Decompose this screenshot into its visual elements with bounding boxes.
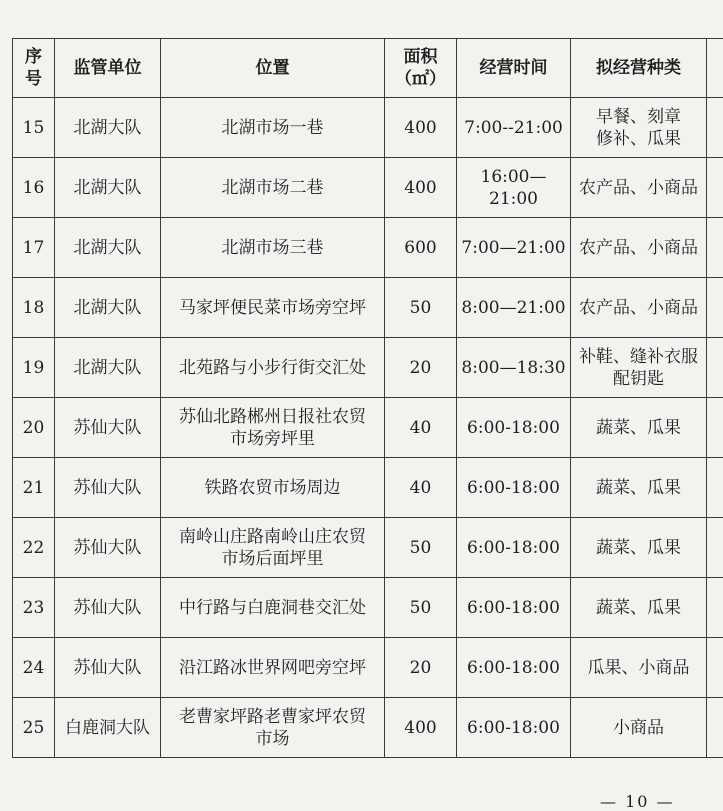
cell-location: 北湖市场一巷 <box>161 98 385 158</box>
cell-area: 400 <box>385 698 457 758</box>
cell-extra <box>707 578 723 638</box>
cell-type: 蔬菜、瓜果 <box>571 458 707 518</box>
cell-extra <box>707 338 723 398</box>
cell-hours: 6:00-18:00 <box>457 638 571 698</box>
table-row <box>13 338 723 398</box>
header-type: 拟经营种类 <box>571 39 707 98</box>
table-row <box>13 218 723 278</box>
cell-number: 24 <box>13 638 55 698</box>
cell-location: 马家坪便民菜市场旁空坪 <box>161 278 385 338</box>
page-number: — 10 — <box>600 792 675 811</box>
cell-extra <box>707 218 723 278</box>
cell-location: 铁路农贸市场周边 <box>161 458 385 518</box>
cell-location: 北苑路与小步行街交汇处 <box>161 338 385 398</box>
cell-number: 22 <box>13 518 55 578</box>
cell-type: 农产品、小商品 <box>571 158 707 218</box>
cell-unit: 北湖大队 <box>55 278 161 338</box>
table-row <box>13 278 723 338</box>
cell-extra <box>707 518 723 578</box>
header-number: 序 号 <box>13 39 55 98</box>
cell-area: 400 <box>385 158 457 218</box>
cell-number: 18 <box>13 278 55 338</box>
cell-unit: 白鹿洞大队 <box>55 698 161 758</box>
cell-hours: 6:00-18:00 <box>457 698 571 758</box>
cell-type: 蔬菜、瓜果 <box>571 578 707 638</box>
cell-number: 17 <box>13 218 55 278</box>
cell-type: 早餐、刻章 修补、瓜果 <box>571 98 707 158</box>
cell-extra <box>707 698 723 758</box>
cell-area: 50 <box>385 578 457 638</box>
table-row <box>13 518 723 578</box>
cell-area: 40 <box>385 398 457 458</box>
cell-unit: 北湖大队 <box>55 338 161 398</box>
cell-unit: 苏仙大队 <box>55 578 161 638</box>
cell-unit: 苏仙大队 <box>55 638 161 698</box>
cell-area: 600 <box>385 218 457 278</box>
cell-type: 瓜果、小商品 <box>571 638 707 698</box>
cell-type: 蔬菜、瓜果 <box>571 518 707 578</box>
cell-number: 25 <box>13 698 55 758</box>
cell-extra <box>707 158 723 218</box>
cell-number: 20 <box>13 398 55 458</box>
table-row <box>13 638 723 698</box>
cell-hours: 16:00—21:00 <box>457 158 571 218</box>
cell-extra <box>707 398 723 458</box>
cell-area: 20 <box>385 338 457 398</box>
cell-location: 苏仙北路郴州日报社农贸 市场旁坪里 <box>161 398 385 458</box>
cell-unit: 苏仙大队 <box>55 518 161 578</box>
cell-hours: 6:00-18:00 <box>457 398 571 458</box>
cell-location: 北湖市场二巷 <box>161 158 385 218</box>
cell-number: 19 <box>13 338 55 398</box>
table-row <box>13 158 723 218</box>
cell-extra <box>707 458 723 518</box>
cell-area: 400 <box>385 98 457 158</box>
header-location: 位置 <box>161 39 385 98</box>
cell-type: 蔬菜、瓜果 <box>571 398 707 458</box>
cell-area: 20 <box>385 638 457 698</box>
cell-location: 北湖市场三巷 <box>161 218 385 278</box>
table-row <box>13 458 723 518</box>
cell-type: 农产品、小商品 <box>571 278 707 338</box>
cell-location: 老曹家坪路老曹家坪农贸 市场 <box>161 698 385 758</box>
cell-extra <box>707 98 723 158</box>
cell-hours: 8:00—21:00 <box>457 278 571 338</box>
cell-extra <box>707 638 723 698</box>
table-row <box>13 698 723 758</box>
cell-type: 小商品 <box>571 698 707 758</box>
cell-location: 沿江路冰世界网吧旁空坪 <box>161 638 385 698</box>
cell-hours: 7:00--21:00 <box>457 98 571 158</box>
cell-type: 农产品、小商品 <box>571 218 707 278</box>
cell-extra <box>707 278 723 338</box>
cell-number: 23 <box>13 578 55 638</box>
cell-area: 50 <box>385 518 457 578</box>
table-header-row <box>13 39 723 98</box>
header-unit: 监管单位 <box>55 39 161 98</box>
cell-hours: 7:00—21:00 <box>457 218 571 278</box>
cell-unit: 北湖大队 <box>55 218 161 278</box>
cell-hours: 6:00-18:00 <box>457 578 571 638</box>
table-row <box>13 398 723 458</box>
cell-number: 15 <box>13 98 55 158</box>
cell-number: 21 <box>13 458 55 518</box>
header-area: 面积 （㎡） <box>385 39 457 98</box>
cell-type: 补鞋、缝补衣服 配钥匙 <box>571 338 707 398</box>
cell-location: 中行路与白鹿洞巷交汇处 <box>161 578 385 638</box>
header-hours: 经营时间 <box>457 39 571 98</box>
cell-unit: 北湖大队 <box>55 98 161 158</box>
cell-number: 16 <box>13 158 55 218</box>
table-row <box>13 98 723 158</box>
cell-unit: 苏仙大队 <box>55 458 161 518</box>
cell-area: 40 <box>385 458 457 518</box>
cell-hours: 6:00-18:00 <box>457 518 571 578</box>
cell-unit: 苏仙大队 <box>55 398 161 458</box>
cell-hours: 8:00—18:30 <box>457 338 571 398</box>
cell-hours: 6:00-18:00 <box>457 458 571 518</box>
table-row <box>13 578 723 638</box>
cell-unit: 北湖大队 <box>55 158 161 218</box>
header-extra <box>707 39 723 98</box>
cell-area: 50 <box>385 278 457 338</box>
cell-location: 南岭山庄路南岭山庄农贸 市场后面坪里 <box>161 518 385 578</box>
vendor-location-table <box>12 38 723 758</box>
document-table-container <box>12 38 723 758</box>
